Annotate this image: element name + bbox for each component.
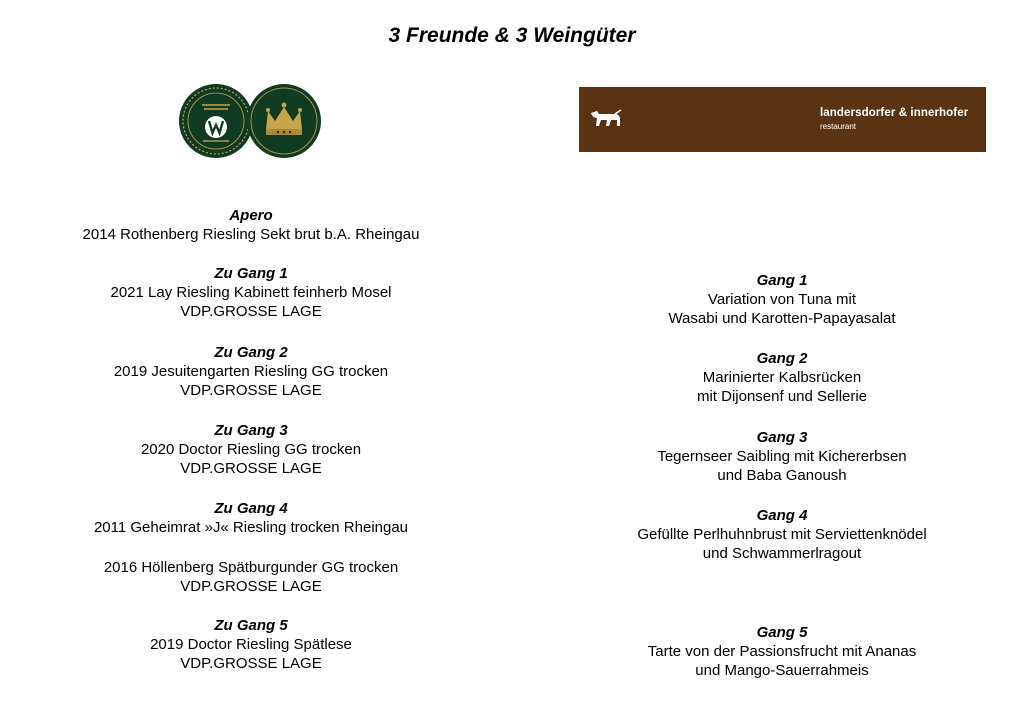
course-heading: Gang 1 (756, 272, 808, 289)
wine-block-gang-3 (20, 421, 482, 478)
course-heading: Gang 4 (756, 507, 808, 524)
wine-line: VDP.GROSSE LAGE (180, 578, 322, 595)
course-line: Variation von Tuna mit (707, 291, 857, 308)
wine-line: 2019 Doctor Riesling Spätlese (150, 636, 352, 653)
course-line: Tarte von der Passionsfrucht mit Ananas (647, 643, 917, 660)
wine-line: VDP.GROSSE LAGE (180, 655, 322, 672)
course-heading: Gang 3 (756, 429, 808, 446)
crown-seal-icon (247, 84, 321, 158)
wine-block-apero (20, 206, 482, 244)
course-block-4 (552, 506, 1012, 563)
wine-block-gang-4-second (20, 558, 482, 596)
wine-heading: Zu Gang 1 (214, 265, 288, 282)
wine-block-gang-5 (20, 616, 482, 673)
wine-heading: Zu Gang 4 (214, 500, 288, 517)
wine-line: 2021 Lay Riesling Kabinett feinherb Mosel (110, 284, 392, 301)
course-line: mit Dijonsenf und Sellerie (696, 388, 868, 405)
page-title: 3 Freunde & 3 Weingüter (388, 24, 636, 47)
wine-line: VDP.GROSSE LAGE (180, 303, 322, 320)
course-line: Gefüllte Perlhuhnbrust mit Serviettenknödel (637, 526, 927, 543)
course-line: Marinierter Kalbsrücken (702, 369, 862, 386)
wine-heading: Zu Gang 3 (214, 422, 288, 439)
wine-line: 2011 Geheimrat »J« Riesling trocken Rheingau (93, 519, 409, 536)
wine-heading: Zu Gang 5 (214, 617, 288, 634)
wine-line: VDP.GROSSE LAGE (180, 382, 322, 399)
course-heading: Gang 5 (756, 624, 808, 641)
wine-block-gang-1 (20, 264, 482, 321)
course-block-1 (552, 271, 1012, 328)
wine-line: VDP.GROSSE LAGE (180, 460, 322, 477)
course-block-5 (552, 623, 1012, 680)
course-heading: Gang 2 (756, 350, 808, 367)
course-block-2 (552, 349, 1012, 406)
wine-line: 2014 Rothenberg Riesling Sekt brut b.A. Rheingau (82, 226, 420, 243)
wine-line: 2019 Jesuitengarten Riesling GG trocken (113, 363, 389, 380)
course-line: Wasabi und Karotten-Papayasalat (668, 310, 896, 327)
course-line: und Schwammerlragout (702, 545, 862, 562)
restaurant-banner (579, 87, 986, 152)
course-line: und Mango-Sauerrahmeis (695, 662, 869, 679)
animal-logo-icon (589, 107, 623, 129)
wine-heading: Zu Gang 2 (214, 344, 288, 361)
wine-line: 2020 Doctor Riesling GG trocken (140, 441, 362, 458)
wine-block-gang-2 (20, 343, 482, 400)
wine-block-gang-4 (20, 499, 482, 537)
w-seal-icon (179, 84, 253, 158)
wine-line: 2016 Höllenberg Spätburgunder GG trocken (103, 559, 399, 576)
course-line: Tegernseer Saibling mit Kichererbsen (657, 448, 907, 465)
winery-logo (178, 83, 322, 159)
restaurant-subtitle: restaurant (820, 122, 857, 131)
course-block-3 (552, 428, 1012, 485)
restaurant-name: landersdorfer & innerhofer (820, 107, 969, 119)
course-line: und Baba Ganoush (717, 467, 847, 484)
wine-heading: Apero (229, 207, 273, 224)
